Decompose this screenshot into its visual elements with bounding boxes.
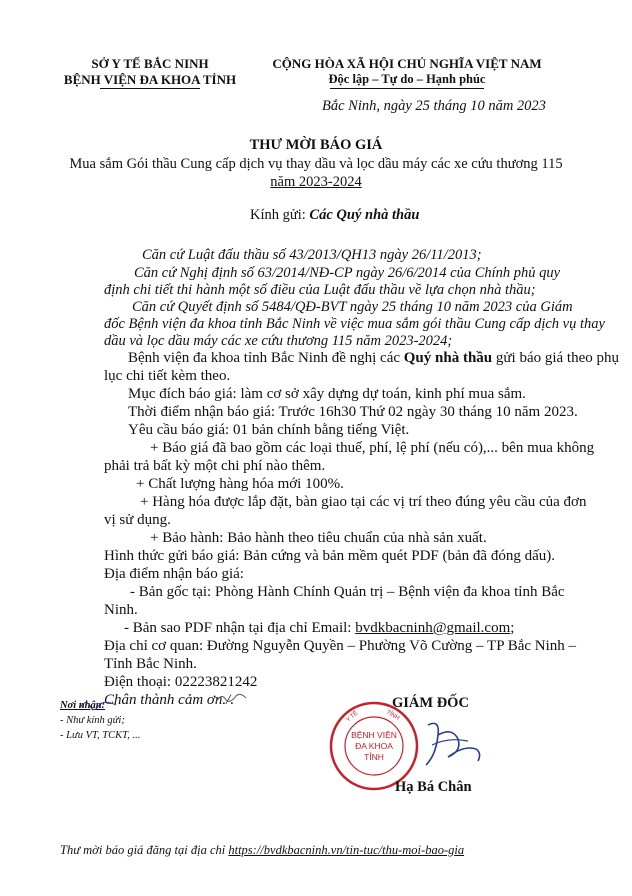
recipient-item-2: - Lưu VT, TCKT, ...	[60, 730, 141, 741]
footer-link[interactable]: https://bvdkbacninh.vn/tin-tuc/thu-moi-bao-gia	[228, 843, 465, 857]
location-intro: Địa điểm nhận báo giá:	[104, 566, 244, 582]
legal-basis-2-cont: định chi tiết thi hành một số điều của Luật đấu thầu về lựa chọn nhà thầu;	[104, 282, 536, 298]
request-part2: gửi báo giá theo phụ	[492, 350, 619, 366]
email-link[interactable]: bvdkbacninh@gmail.com	[355, 620, 511, 636]
footer-prefix: Thư mời báo giá đăng tại địa chỉ	[60, 843, 229, 857]
requirements-intro: Yêu cầu báo giá: 01 bản chính bằng tiếng Việt.	[128, 422, 410, 438]
org-parent: SỞ Y TẾ BẮC NINH	[91, 56, 209, 71]
national-title: CỘNG HÒA XÃ HỘI CHỦ NGHĨA VIỆT NAM	[272, 56, 542, 71]
motto-underline	[330, 88, 484, 89]
thanks-line: Chân thành cảm ơn./.	[104, 692, 235, 708]
requirement-3: + Hàng hóa được lắp đặt, bàn giao tại các vị trí theo đúng yêu cầu của đơn	[140, 494, 587, 510]
signer-title: GIÁM ĐỐC	[392, 695, 469, 711]
address-line-cont: Tỉnh Bắc Ninh.	[104, 656, 197, 672]
initial-signature-icon	[78, 696, 118, 712]
request-bold: Quý nhà thầu	[403, 350, 493, 366]
legal-basis-1: Căn cứ Luật đấu thầu số 43/2013/QH13 ngày 26/11/2013;	[142, 247, 482, 263]
greeting-recipient: Các Quý nhà thầu	[309, 207, 420, 223]
greeting	[250, 207, 419, 224]
requirement-2: + Chất lượng hàng hóa mới 100%.	[136, 476, 344, 492]
location-pdf	[124, 620, 514, 637]
location-original-cont: Ninh.	[104, 602, 138, 618]
location-pdf-prefix: - Bản sao PDF nhận tại địa chỉ Email:	[124, 620, 356, 636]
org-underline	[100, 88, 200, 89]
recipients-label: Nơi nhận:	[60, 700, 106, 711]
stamp-line-1: BỆNH VIỆN	[351, 730, 397, 740]
purpose-line: Mục đích báo giá: làm cơ sở xây dựng dự toán, kinh phí mua sắm.	[128, 386, 526, 402]
recipient-item-1: - Như kính gửi;	[60, 715, 125, 726]
address-line: Địa chỉ cơ quan: Đường Nguyễn Quyền – Phường Võ Cường – TP Bắc Ninh –	[104, 638, 577, 654]
date-line: Bắc Ninh, ngày 25 tháng 10 năm 2023	[322, 98, 546, 114]
location-pdf-suffix: ;	[510, 620, 515, 636]
stamp-line-2: ĐA KHOA	[355, 741, 393, 751]
svg-text:TỈNH: TỈNH	[385, 709, 401, 722]
send-method: Hình thức gửi báo giá: Bản cứng và bản mềm quét PDF (bản đã đóng dấu).	[104, 548, 555, 564]
director-signature-icon	[418, 715, 488, 773]
requirement-4: + Bảo hành: Bảo hành theo tiêu chuẩn của nhà sản xuất.	[150, 530, 487, 546]
document-title: THƯ MỜI BÁO GIÁ	[249, 137, 383, 153]
requirement-1-cont: phải trả bất kỳ một chi phí nào thêm.	[104, 458, 326, 474]
svg-text:Y TẾ: Y TẾ	[345, 710, 360, 724]
request-part1: Bệnh viện đa khoa tỉnh Bắc Ninh đề nghị các	[128, 350, 404, 366]
request-line2: lục chi tiết kèm theo.	[104, 368, 231, 384]
footer-note	[60, 843, 464, 858]
requirement-3-cont: vị sử dụng.	[104, 512, 171, 528]
stamp-line-3: TỈNH	[364, 752, 384, 762]
org-name: BỆNH VIỆN ĐA KHOA TỈNH	[63, 72, 237, 87]
national-motto: Độc lập – Tự do – Hạnh phúc	[328, 72, 486, 86]
document-subtitle-year: năm 2023-2024	[270, 174, 362, 190]
initial-mark-icon	[212, 688, 248, 708]
deadline-line: Thời điểm nhận báo giá: Trước 16h30 Thứ 02 ngày 30 tháng 10 năm 2023.	[128, 404, 578, 420]
legal-basis-3-cont: đốc Bệnh viện đa khoa tỉnh Bắc Ninh về việc mua sắm gói thầu Cung cấp dịch vụ thay	[104, 316, 605, 332]
phone-line: Điện thoại: 02223821242	[104, 674, 258, 690]
legal-basis-3: Căn cứ Quyết định số 5484/QĐ-BVT ngày 25 tháng 10 năm 2023 của Giám	[132, 299, 573, 315]
greeting-prefix: Kính gửi:	[250, 207, 310, 223]
requirement-1: + Báo giá đã bao gồm các loại thuế, phí, lệ phí (nếu có),... bên mua không	[150, 440, 595, 456]
request-paragraph	[128, 350, 619, 367]
legal-basis-3-end: dầu và lọc dầu máy các xe cứu thương 115 năm 2023-2024;	[104, 333, 453, 349]
document-subtitle: Mua sắm Gói thầu Cung cấp dịch vụ thay dầu và lọc dầu máy các xe cứu thương 115	[69, 156, 563, 172]
legal-basis-2: Căn cứ Nghị định số 63/2014/NĐ-CP ngày 26/6/2014 của Chính phủ quy	[134, 265, 561, 281]
location-original: - Bản gốc tại: Phòng Hành Chính Quản trị – Bệnh viện đa khoa tỉnh Bắc	[130, 584, 565, 600]
signer-name: Hạ Bá Chân	[395, 779, 472, 795]
